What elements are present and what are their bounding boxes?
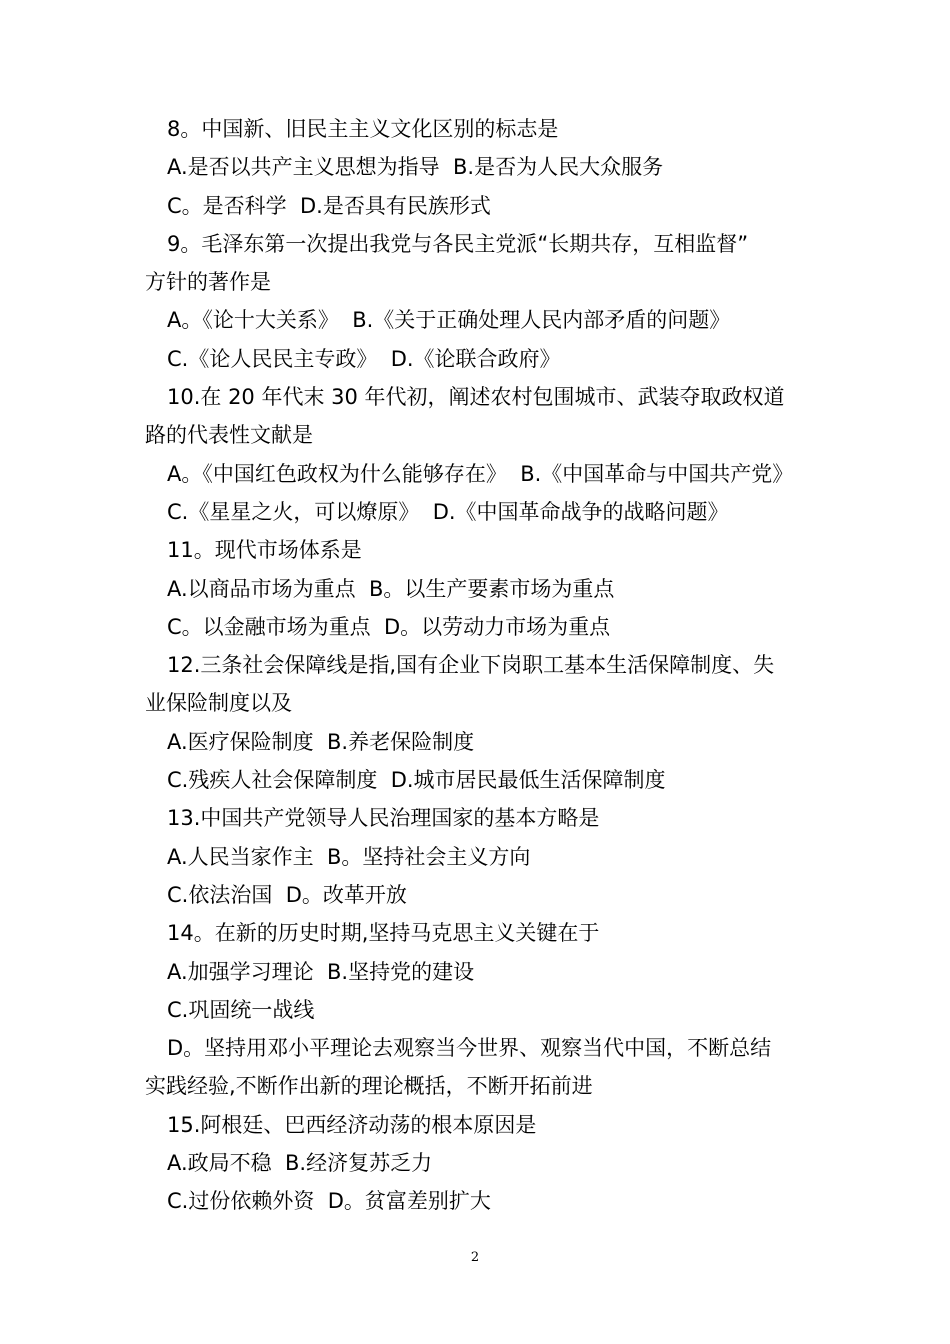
question-11-stem: 11。现代市场体系是 bbox=[167, 538, 362, 563]
question-8-stem: 8。中国新、旧民主主义文化区别的标志是 bbox=[167, 117, 559, 141]
question-14-options-ab: A.加强学习理论 B.坚持党的建设 bbox=[167, 959, 475, 984]
question-9-stem: 9。毛泽东第一次提出我党与各民主党派“长期共存，互相监督” bbox=[167, 231, 749, 256]
question-8-options-cd: C。是否科学 D.是否具有民族形式 bbox=[167, 193, 491, 218]
question-10-stem: 10.在 20 年代末 30 年代初，阐述农村包围城市、武装夺取政权道 bbox=[167, 385, 785, 410]
question-14-option-d-continued: 实践经验,不断作出新的理论概括，不断开拓前进 bbox=[145, 1074, 593, 1099]
question-10-options-ab: A。《中国红色政权为什么能够存在》 B.《中国革命与中国共产党》 bbox=[167, 461, 794, 486]
question-9-options-cd: C.《论人民民主专政》 D.《论联合政府》 bbox=[167, 346, 561, 371]
question-8-options-ab: A.是否以共产主义思想为指导 B.是否为人民大众服务 bbox=[167, 155, 664, 180]
question-text-block bbox=[145, 110, 815, 1221]
question-13-stem: 13.中国共产党领导人民治理国家的基本方略是 bbox=[167, 806, 600, 831]
question-9-stem-continued: 方针的著作是 bbox=[145, 270, 271, 295]
question-14-option-c: C.巩固统一战线 bbox=[167, 997, 315, 1022]
question-12-options-cd: C.残疾人社会保障制度 D.城市居民最低生活保障制度 bbox=[167, 768, 666, 793]
question-15-options-ab: A.政局不稳 B.经济复苏乏力 bbox=[167, 1151, 433, 1176]
question-11-options-cd: C。以金融市场为重点 D。以劳动力市场为重点 bbox=[167, 614, 611, 639]
page-number: 2 bbox=[470, 1250, 480, 1265]
question-10-stem-continued: 路的代表性文献是 bbox=[145, 423, 313, 448]
question-12-stem: 12.三条社会保障线是指,国有企业下岗职工基本生活保障制度、失 bbox=[167, 653, 775, 678]
question-11-options-ab: A.以商品市场为重点 B。以生产要素市场为重点 bbox=[167, 576, 615, 601]
question-14-option-d: D。坚持用邓小平理论去观察当今世界、观察当代中国，不断总结 bbox=[167, 1036, 772, 1061]
question-10-options-cd: C.《星星之火，可以燎原》 D.《中国革命战争的战略问题》 bbox=[167, 499, 729, 524]
question-15-options-cd: C.过份依赖外资 D。贫富差别扩大 bbox=[167, 1189, 491, 1214]
question-12-stem-continued: 业保险制度以及 bbox=[145, 691, 292, 716]
question-15-stem: 15.阿根廷、巴西经济动荡的根本原因是 bbox=[167, 1112, 537, 1137]
question-13-options-cd: C.依法治国 D。改革开放 bbox=[167, 882, 407, 907]
question-14-stem: 14。在新的历史时期,坚持马克思主义关键在于 bbox=[167, 921, 600, 946]
question-13-options-ab: A.人民当家作主 B。坚持社会主义方向 bbox=[167, 844, 531, 869]
question-12-options-ab: A.医疗保险制度 B.养老保险制度 bbox=[167, 729, 475, 754]
question-9-options-ab: A。《论十大关系》 B.《关于正确处理人民内部矛盾的问题》 bbox=[167, 308, 731, 333]
